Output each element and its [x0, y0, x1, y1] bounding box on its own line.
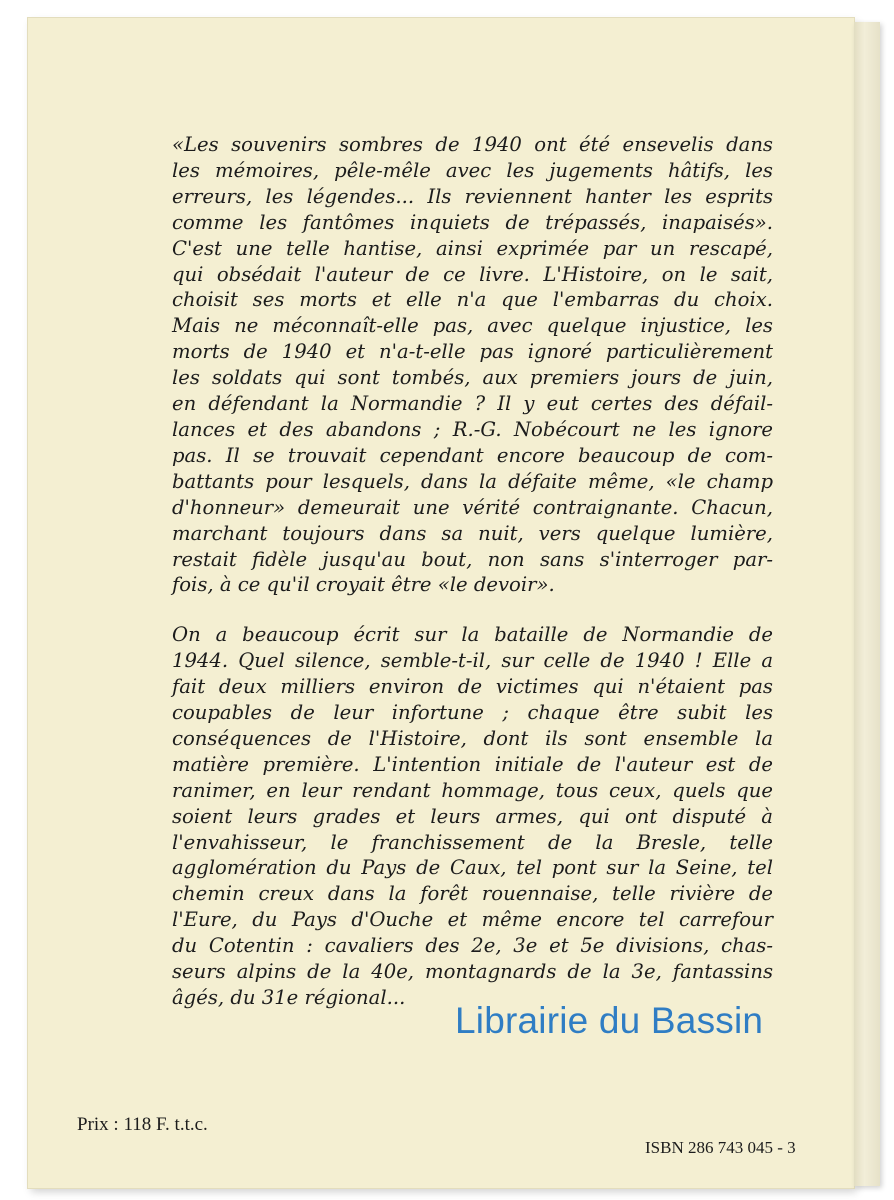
text-line: les mémoires, pêle-mêle avec les jugements hâtifs, les	[172, 158, 773, 182]
text-line: lances et des abandons ; R.-G. Nobécourt ne les ignore	[172, 417, 773, 441]
text-line: l'envahisseur, le franchissement de la Bresle, telle	[172, 830, 773, 854]
text-line: Mais ne méconnaît-elle pas, avec quelque injustice, les	[172, 314, 773, 338]
text-line: 1944. Quel silence, semble-t-il, sur celle de 1940 ! Elle a	[172, 649, 773, 673]
text-line: conséquences de l'Histoire, dont ils sont ensemble la	[172, 726, 773, 750]
text-line: qui obsédait l'auteur de ce livre. L'Histoire, on le sait,	[172, 262, 773, 286]
text-line: ranimer, en leur rendant hommage, tous ceux, quels que	[172, 778, 773, 802]
text-line: fois, à ce qu'il croyait être «le devoir».	[172, 573, 555, 597]
text-line: choisit ses morts et elle n'a que l'embarras du choix.	[172, 288, 773, 312]
isbn-label: ISBN 286 743 045 - 3	[645, 1138, 796, 1157]
text-line: fait deux milliers environ de victimes qui n'étaient pas	[172, 675, 773, 699]
text-line: chemin creux dans la forêt rouennaise, telle rivière de	[172, 882, 773, 906]
text-line: erreurs, les légendes... Ils reviennent hanter les esprits	[172, 184, 773, 208]
blurb-paragraph-1	[172, 132, 773, 598]
text-line: pas. Il se trouvait cependant encore beaucoup de com-	[172, 443, 773, 467]
text-line: l'Eure, du Pays d'Ouche et même encore tel carrefour	[172, 908, 773, 932]
blurb-paragraph-2	[172, 622, 773, 1011]
text-line: coupables de leur infortune ; chaque être subit les	[172, 701, 773, 725]
book-spine-edge	[854, 22, 880, 1186]
blurb-text	[172, 132, 773, 1011]
text-line: agglomération du Pays de Caux, tel pont sur la Seine, tel	[172, 856, 773, 880]
text-line: comme les fantômes inquiets de trépassés, inapaisés».	[172, 210, 773, 234]
text-line: «Les souvenirs sombres de 1940 ont été ensevelis dans	[172, 133, 773, 156]
text-line: On a beaucoup écrit sur la bataille de Normandie de	[172, 623, 773, 647]
text-line: C'est une telle hantise, ainsi exprimée par un rescapé,	[172, 236, 773, 260]
text-line: soient leurs grades et leurs armes, qui ont disputé à	[172, 804, 773, 828]
text-line: marchant toujours dans sa nuit, vers quelque lumière,	[172, 521, 773, 545]
text-line: en défendant la Normandie ? Il y eut certes des défail-	[172, 392, 773, 416]
text-line: âgés, du 31e régional...	[172, 986, 406, 1009]
text-line: morts de 1940 et n'a-t-elle pas ignoré particulièrement	[172, 340, 773, 364]
text-line: du Cotentin : cavaliers des 2e, 3e et 5e divisions, chas-	[172, 934, 773, 958]
bookshop-watermark: Librairie du Bassin	[455, 1000, 764, 1041]
text-line: seurs alpins de la 40e, montagnards de la 3e, fantassins	[172, 960, 773, 984]
text-line: restait fidèle jusqu'au bout, non sans s'interroger par-	[172, 547, 773, 571]
text-line: les soldats qui sont tombés, aux premiers jours de juin,	[172, 366, 773, 390]
text-line: d'honneur» demeurait une vérité contraignante. Chacun,	[172, 495, 773, 519]
text-line: matière première. L'intention initiale de l'auteur est de	[172, 752, 773, 776]
text-line: battants pour lesquels, dans la défaite même, «le champ	[172, 469, 773, 493]
price-label: Prix : 118 F. t.t.c.	[77, 1114, 208, 1135]
